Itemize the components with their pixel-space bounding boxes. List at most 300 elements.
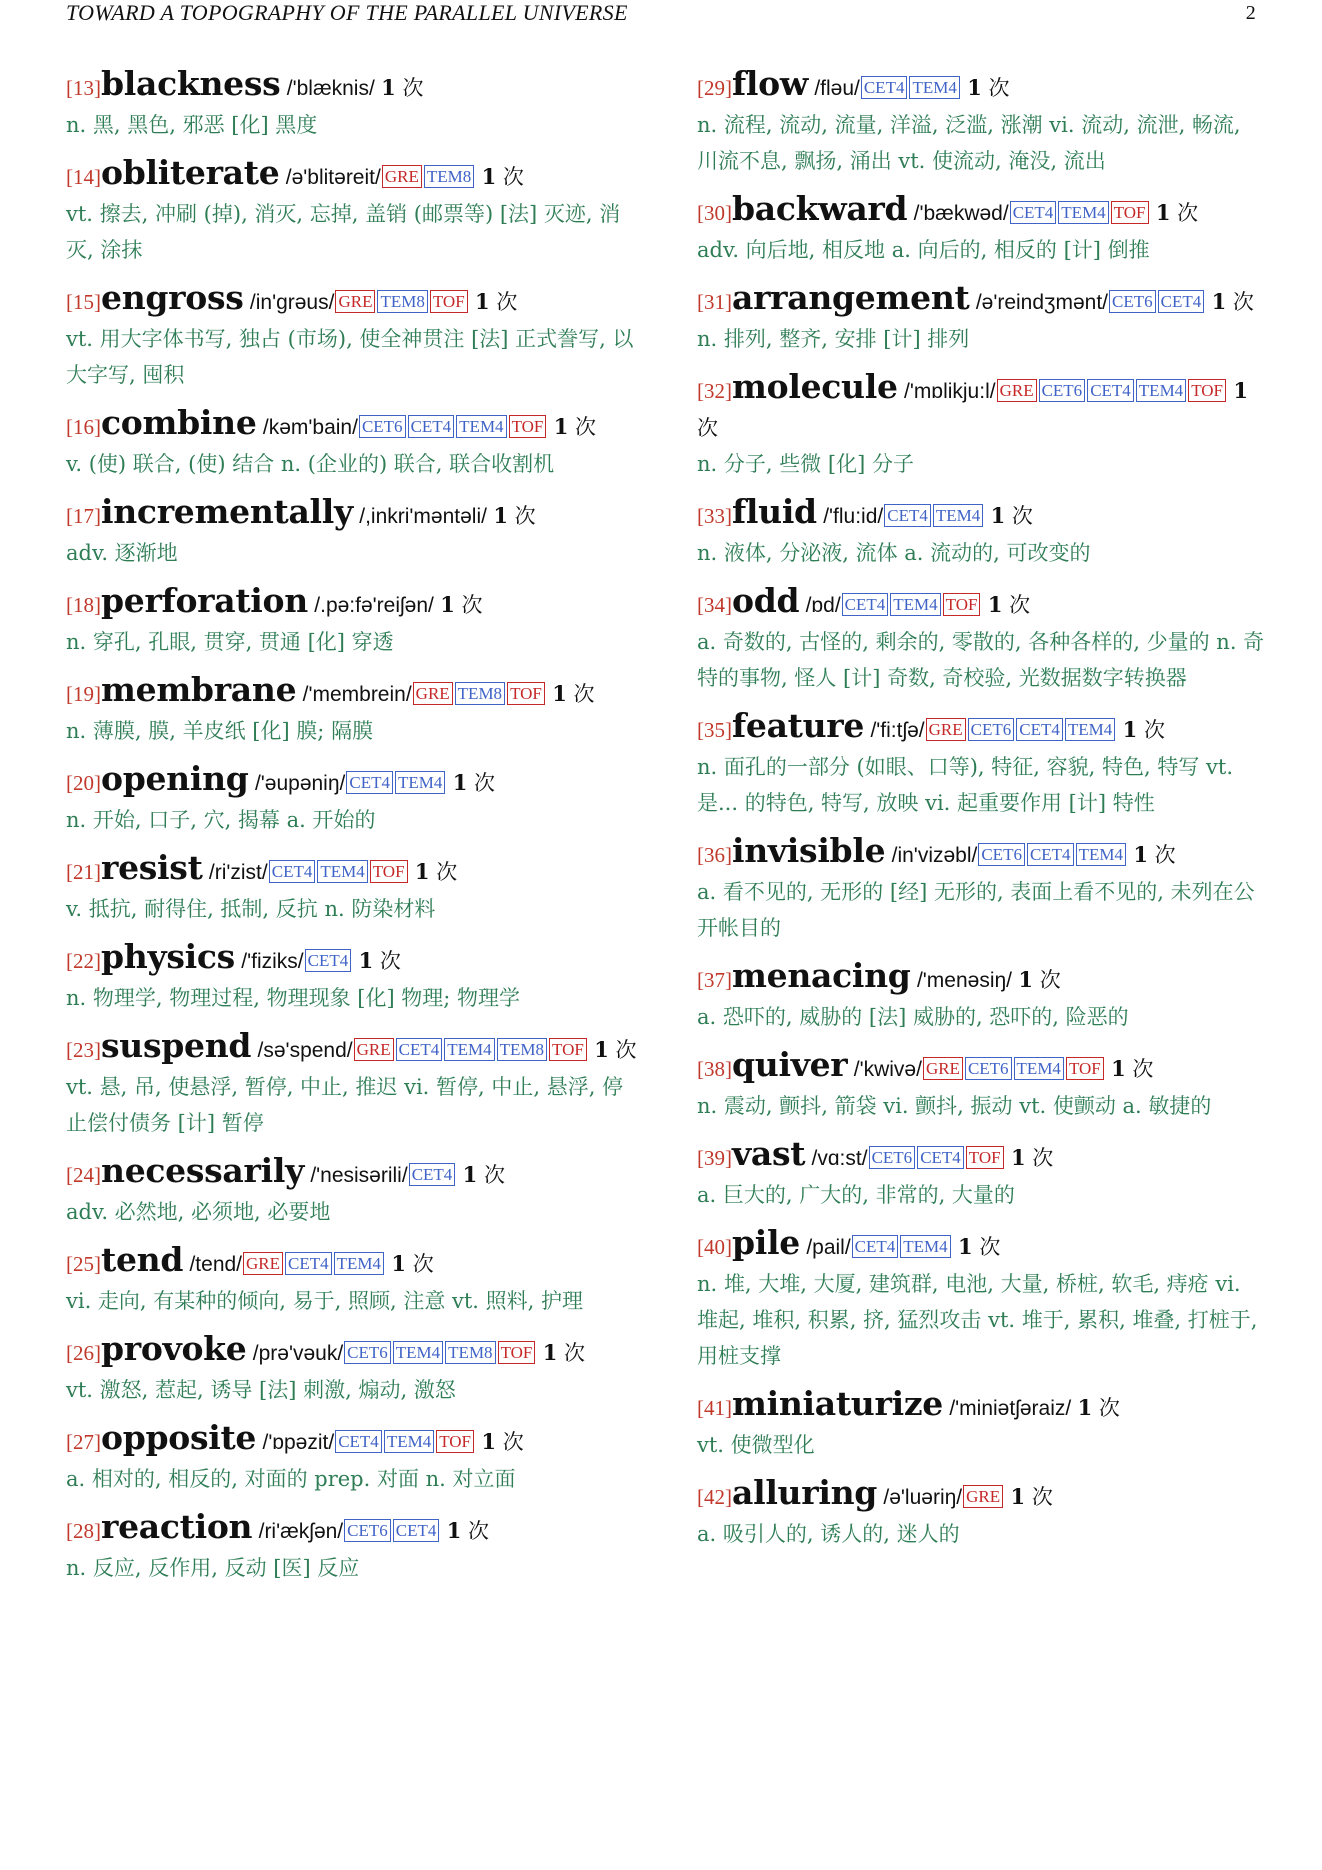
entry-headline bbox=[66, 494, 641, 535]
exam-tag: CET4 bbox=[1158, 290, 1205, 313]
entry-number: [34] bbox=[697, 593, 732, 617]
count-value: 1 bbox=[446, 1518, 462, 1543]
entry-definition: a. 奇数的, 古怪的, 剩余的, 零散的, 各种各样的, 少量的 n. 奇特的事物, 怪人 [计] 奇数, 奇校验, 光数据数字转换器 bbox=[697, 630, 1265, 690]
vocab-entry bbox=[697, 583, 1267, 696]
entry-definition: a. 吸引人的, 诱人的, 迷人的 bbox=[697, 1522, 960, 1546]
entry-number: [36] bbox=[697, 843, 732, 867]
count-unit: 次 bbox=[615, 1038, 637, 1062]
entry-word: flow bbox=[732, 64, 808, 103]
entry-definition: a. 看不见的, 无形的 [经] 无形的, 表面上看不见的, 未列在公开帐目的 bbox=[697, 880, 1255, 940]
exam-tag: TOF bbox=[1066, 1057, 1104, 1080]
occurrence-count bbox=[543, 1341, 585, 1365]
entry-headline bbox=[66, 939, 641, 980]
exam-tag: TOF bbox=[966, 1146, 1004, 1169]
occurrence-count bbox=[440, 593, 482, 617]
exam-tag: TEM4 bbox=[456, 415, 506, 438]
vocab-entry bbox=[697, 1136, 1267, 1213]
vocab-entry bbox=[697, 280, 1267, 357]
exam-tag: CET4 bbox=[346, 771, 393, 794]
exam-tag: GRE bbox=[413, 682, 453, 705]
count-value: 1 bbox=[358, 948, 374, 973]
exam-tag: CET6 bbox=[1039, 379, 1086, 402]
exam-tag: CET6 bbox=[344, 1341, 391, 1364]
entry-definition: adv. 向后地, 相反地 a. 向后的, 相反的 [计] 倒推 bbox=[697, 238, 1150, 262]
exam-tag: GRE bbox=[926, 718, 966, 741]
vocab-entry bbox=[66, 672, 641, 749]
entry-number: [18] bbox=[66, 593, 101, 617]
occurrence-count bbox=[1133, 843, 1175, 867]
count-unit: 次 bbox=[502, 165, 524, 189]
count-unit: 次 bbox=[1232, 290, 1254, 314]
vocab-entry bbox=[697, 1047, 1267, 1124]
entry-number: [24] bbox=[66, 1163, 101, 1187]
exam-tag: CET4 bbox=[1010, 201, 1057, 224]
count-value: 1 bbox=[1010, 1145, 1026, 1170]
count-value: 1 bbox=[990, 503, 1006, 528]
occurrence-count bbox=[554, 415, 596, 439]
entry-definition: vi. 走向, 有某种的倾向, 易于, 照顾, 注意 vt. 照料, 护理 bbox=[66, 1289, 584, 1313]
entry-word: physics bbox=[101, 937, 235, 976]
entry-headline bbox=[697, 66, 1267, 107]
exam-tag: CET4 bbox=[1016, 718, 1063, 741]
vocab-entry bbox=[66, 1028, 641, 1141]
entry-headline bbox=[697, 280, 1267, 321]
occurrence-count bbox=[482, 165, 524, 189]
count-value: 1 bbox=[967, 75, 982, 100]
exam-tag: TEM4 bbox=[317, 860, 367, 883]
header-title: TOWARD A TOPOGRAPHY OF THE PARALLEL UNIVERSE bbox=[66, 0, 628, 25]
count-value: 1 bbox=[542, 1340, 558, 1365]
entry-definition: n. 反应, 反作用, 反动 [医] 反应 bbox=[66, 1556, 360, 1580]
vocab-entry bbox=[66, 1420, 641, 1497]
entry-phonetic: /ə'blitəreit/ bbox=[285, 166, 381, 189]
entry-word: alluring bbox=[732, 1473, 878, 1512]
exam-tag: TOF bbox=[507, 682, 545, 705]
entry-definition: v. 抵抗, 耐得住, 抵制, 反抗 n. 防染材料 bbox=[66, 897, 436, 921]
entry-definition: n. 液体, 分泌液, 流体 a. 流动的, 可改变的 bbox=[697, 541, 1091, 565]
entry-phonetic: /in'vizəbl/ bbox=[891, 844, 978, 867]
entry-headline bbox=[66, 1028, 641, 1069]
entry-number: [17] bbox=[66, 504, 101, 528]
exam-tag: TEM4 bbox=[1136, 379, 1186, 402]
count-unit: 次 bbox=[483, 1163, 505, 1187]
entry-word: vast bbox=[732, 1134, 806, 1173]
entry-number: [27] bbox=[66, 1430, 101, 1454]
entry-headline bbox=[66, 1509, 641, 1550]
entry-number: [28] bbox=[66, 1519, 101, 1543]
count-unit: 次 bbox=[1143, 718, 1165, 742]
entry-headline bbox=[66, 1242, 641, 1283]
entry-phonetic: /.pə:fə'reiʃən/ bbox=[314, 594, 434, 617]
occurrence-count bbox=[958, 1235, 1000, 1259]
exam-tag: TOF bbox=[943, 593, 981, 616]
exam-tag: CET4 bbox=[1087, 379, 1134, 402]
entry-definition: a. 巨大的, 广大的, 非常的, 大量的 bbox=[697, 1183, 1015, 1207]
entry-word: opposite bbox=[101, 1418, 257, 1457]
count-value: 1 bbox=[440, 592, 455, 617]
entry-word: combine bbox=[101, 403, 257, 442]
entry-number: [19] bbox=[66, 682, 101, 706]
entry-definition: n. 震动, 颤抖, 箭袋 vi. 颤抖, 振动 vt. 使颤动 a. 敏捷的 bbox=[697, 1094, 1212, 1118]
count-unit: 次 bbox=[514, 504, 536, 528]
occurrence-count bbox=[463, 1163, 505, 1187]
occurrence-count bbox=[453, 771, 495, 795]
vocab-entry bbox=[697, 1225, 1267, 1374]
count-value: 1 bbox=[1233, 378, 1248, 403]
count-value: 1 bbox=[987, 592, 1003, 617]
entry-headline bbox=[697, 1225, 1267, 1266]
entry-definition: v. (使) 联合, (使) 结合 n. (企业的) 联合, 联合收割机 bbox=[66, 452, 555, 476]
exam-tag: TEM4 bbox=[1058, 201, 1108, 224]
count-unit: 次 bbox=[1098, 1396, 1120, 1420]
entry-definition: a. 相对的, 相反的, 对面的 prep. 对面 n. 对立面 bbox=[66, 1467, 516, 1491]
exam-tag: TOF bbox=[498, 1341, 536, 1364]
exam-tag: CET4 bbox=[393, 1519, 440, 1542]
vocab-entry bbox=[66, 155, 641, 268]
count-unit: 次 bbox=[1009, 593, 1031, 617]
exam-tag: CET4 bbox=[408, 415, 455, 438]
entry-number: [14] bbox=[66, 165, 101, 189]
exam-tag: TEM8 bbox=[455, 682, 505, 705]
occurrence-count bbox=[381, 76, 423, 100]
count-unit: 次 bbox=[412, 1252, 434, 1276]
count-unit: 次 bbox=[496, 290, 518, 314]
count-value: 1 bbox=[1122, 717, 1138, 742]
entry-word: fluid bbox=[732, 492, 817, 531]
exam-tag: TEM4 bbox=[909, 76, 959, 99]
count-value: 1 bbox=[475, 289, 490, 314]
exam-tag: TOF bbox=[509, 415, 547, 438]
entry-number: [23] bbox=[66, 1038, 101, 1062]
entry-word: necessarily bbox=[101, 1151, 304, 1190]
entry-word: feature bbox=[732, 706, 865, 745]
entry-headline bbox=[697, 1047, 1267, 1088]
entry-word: provoke bbox=[101, 1329, 247, 1368]
vocab-entry bbox=[66, 583, 641, 660]
vocab-entry bbox=[697, 191, 1267, 268]
exam-tag: CET4 bbox=[396, 1038, 443, 1061]
exam-tag: GRE bbox=[354, 1038, 394, 1061]
exam-tag: CET6 bbox=[869, 1146, 916, 1169]
entry-word: incrementally bbox=[101, 492, 353, 531]
entry-phonetic: /'fiziks/ bbox=[241, 950, 304, 973]
entry-number: [32] bbox=[697, 379, 732, 403]
entry-definition: n. 穿孔, 孔眼, 贯穿, 贯通 [化] 穿透 bbox=[66, 630, 394, 654]
vocab-entry bbox=[66, 939, 641, 1016]
exam-tag: TEM4 bbox=[900, 1235, 950, 1258]
exam-tag: TOF bbox=[1188, 379, 1226, 402]
entry-number: [15] bbox=[66, 290, 101, 314]
exam-tag: GRE bbox=[335, 290, 375, 313]
entry-headline bbox=[66, 761, 641, 802]
exam-tag: TOF bbox=[1111, 201, 1149, 224]
vocab-entry bbox=[66, 280, 641, 393]
exam-tag: TOF bbox=[436, 1430, 474, 1453]
occurrence-count bbox=[552, 682, 594, 706]
entry-word: engross bbox=[101, 278, 244, 317]
entry-phonetic: /sə'spend/ bbox=[257, 1039, 353, 1062]
entry-definition: vt. 用大字体书写, 独占 (市场), 使全神贯注 [法] 正式誊写, 以大字写, 囤积 bbox=[66, 327, 634, 387]
entry-number: [26] bbox=[66, 1341, 101, 1365]
count-value: 1 bbox=[481, 164, 497, 189]
occurrence-count bbox=[1011, 1485, 1053, 1509]
vocab-entry bbox=[66, 66, 641, 143]
left-column bbox=[66, 66, 641, 1586]
entry-definition: vt. 使微型化 bbox=[697, 1433, 815, 1457]
entry-word: quiver bbox=[732, 1045, 848, 1084]
entry-phonetic: /ri'zist/ bbox=[208, 861, 268, 884]
count-unit: 次 bbox=[1032, 1146, 1054, 1170]
vocab-entry bbox=[697, 958, 1267, 1035]
vocab-entry bbox=[66, 850, 641, 927]
entry-number: [39] bbox=[697, 1146, 732, 1170]
count-value: 1 bbox=[1133, 842, 1148, 867]
entry-headline bbox=[66, 66, 641, 107]
exam-tag: TEM4 bbox=[933, 504, 983, 527]
exam-tag: TEM4 bbox=[444, 1038, 494, 1061]
count-unit: 次 bbox=[461, 593, 483, 617]
count-value: 1 bbox=[1211, 289, 1227, 314]
entry-number: [38] bbox=[697, 1057, 732, 1081]
occurrence-count bbox=[991, 504, 1033, 528]
entry-phonetic: /ə'reindʒmənt/ bbox=[975, 291, 1108, 314]
entry-headline bbox=[66, 280, 641, 321]
occurrence-count bbox=[988, 593, 1030, 617]
count-value: 1 bbox=[1018, 967, 1033, 992]
entry-headline bbox=[66, 1331, 641, 1372]
vocab-entry bbox=[697, 1475, 1267, 1552]
entry-word: pile bbox=[732, 1223, 800, 1262]
entry-definition: vt. 激怒, 惹起, 诱导 [法] 刺激, 煽动, 激怒 bbox=[66, 1378, 456, 1402]
entry-definition: n. 开始, 口子, 穴, 揭幕 a. 开始的 bbox=[66, 808, 376, 832]
count-value: 1 bbox=[553, 414, 569, 439]
occurrence-count bbox=[475, 290, 517, 314]
exam-tag: CET4 bbox=[842, 593, 889, 616]
entry-number: [13] bbox=[66, 76, 101, 100]
count-value: 1 bbox=[1111, 1056, 1126, 1081]
count-unit: 次 bbox=[988, 76, 1010, 100]
entry-number: [35] bbox=[697, 718, 732, 742]
entry-number: [20] bbox=[66, 771, 101, 795]
occurrence-count bbox=[415, 860, 457, 884]
entry-definition: n. 面孔的一部分 (如眼、口等), 特征, 容貌, 特色, 特写 vt. 是... 的特色, 特写, 放映 vi. 起重要作用 [计] 特性 bbox=[697, 755, 1233, 815]
entry-definition: vt. 擦去, 冲刷 (掉), 消灭, 忘掉, 盖销 (邮票等) [法] 灭迹, 消灭, 涂抹 bbox=[66, 202, 621, 262]
entry-number: [30] bbox=[697, 201, 732, 225]
entry-phonetic: /pail/ bbox=[806, 1236, 851, 1259]
entry-definition: vt. 悬, 吊, 使悬浮, 暂停, 中止, 推迟 vi. 暂停, 中止, 悬浮, 停止偿付债务 [计] 暂停 bbox=[66, 1075, 624, 1135]
exam-tag: CET6 bbox=[1109, 290, 1156, 313]
count-value: 1 bbox=[414, 859, 430, 884]
count-value: 1 bbox=[1077, 1395, 1093, 1420]
count-value: 1 bbox=[552, 681, 567, 706]
exam-tag: GRE bbox=[923, 1057, 963, 1080]
entry-word: invisible bbox=[732, 831, 886, 870]
exam-tag: CET6 bbox=[359, 415, 406, 438]
exam-tag: CET4 bbox=[305, 949, 352, 972]
occurrence-count bbox=[359, 949, 401, 973]
vocab-entry bbox=[66, 494, 641, 571]
count-value: 1 bbox=[381, 75, 396, 100]
exam-tag: CET4 bbox=[861, 76, 908, 99]
entry-phonetic: /kəm'bain/ bbox=[262, 416, 358, 439]
entry-number: [37] bbox=[697, 968, 732, 992]
entry-phonetic: /'nesisərili/ bbox=[310, 1164, 408, 1187]
entry-phonetic: /'fi:tʃə/ bbox=[870, 719, 925, 742]
entry-definition: n. 物理学, 物理过程, 物理现象 [化] 物理; 物理学 bbox=[66, 986, 521, 1010]
entry-word: menacing bbox=[732, 956, 911, 995]
entry-definition: n. 流程, 流动, 流量, 洋溢, 泛滥, 涨潮 vi. 流动, 流泄, 畅流, 川流不息, 飘扬, 涌出 vt. 使流动, 淹没, 流出 bbox=[697, 113, 1241, 173]
entry-number: [16] bbox=[66, 415, 101, 439]
vocab-entry bbox=[66, 1509, 641, 1586]
entry-headline bbox=[66, 672, 641, 713]
count-unit: 次 bbox=[564, 1341, 586, 1365]
entry-headline bbox=[66, 850, 641, 891]
entry-number: [22] bbox=[66, 949, 101, 973]
occurrence-count bbox=[1123, 718, 1165, 742]
entry-phonetic: /'blæknis/ bbox=[286, 77, 375, 100]
exam-tag: TEM8 bbox=[424, 165, 474, 188]
exam-tag: CET4 bbox=[285, 1252, 332, 1275]
count-value: 1 bbox=[481, 1429, 496, 1454]
vocab-entry bbox=[697, 369, 1267, 482]
exam-tag: TOF bbox=[430, 290, 468, 313]
entry-number: [42] bbox=[697, 1485, 732, 1509]
entry-phonetic: /'kwivə/ bbox=[853, 1058, 922, 1081]
entry-word: reaction bbox=[101, 1507, 253, 1546]
vocab-entry bbox=[66, 1331, 641, 1408]
entry-headline bbox=[66, 583, 641, 624]
exam-tag: CET6 bbox=[978, 843, 1025, 866]
exam-tag: GRE bbox=[382, 165, 422, 188]
count-unit: 次 bbox=[502, 1430, 524, 1454]
count-unit: 次 bbox=[468, 1519, 490, 1543]
entry-headline bbox=[697, 1386, 1267, 1427]
entry-phonetic: /,inkri'məntəli/ bbox=[359, 505, 487, 528]
entry-headline bbox=[697, 1475, 1267, 1516]
entry-phonetic: /'əupəniŋ/ bbox=[254, 772, 346, 795]
entry-word: suspend bbox=[101, 1026, 252, 1065]
entry-phonetic: /'menəsiŋ/ bbox=[916, 969, 1013, 992]
exam-tag: GRE bbox=[963, 1485, 1003, 1508]
exam-tag: CET4 bbox=[884, 504, 931, 527]
exam-tag: TEM4 bbox=[890, 593, 940, 616]
exam-tag: CET4 bbox=[335, 1430, 382, 1453]
entry-number: [31] bbox=[697, 290, 732, 314]
entry-phonetic: /'ɒpəzit/ bbox=[262, 1431, 335, 1454]
exam-tag: CET4 bbox=[409, 1163, 456, 1186]
count-unit: 次 bbox=[1154, 843, 1176, 867]
entry-phonetic: /'miniətʃəraiz/ bbox=[949, 1397, 1072, 1420]
exam-tag: TEM4 bbox=[1076, 843, 1126, 866]
count-unit: 次 bbox=[379, 949, 401, 973]
entry-word: opening bbox=[101, 759, 249, 798]
count-unit: 次 bbox=[1031, 1485, 1053, 1509]
right-column bbox=[697, 66, 1267, 1552]
entry-definition: n. 黑, 黑色, 邪恶 [化] 黑度 bbox=[66, 113, 318, 137]
occurrence-count bbox=[967, 76, 1009, 100]
count-unit: 次 bbox=[1132, 1057, 1154, 1081]
entry-word: membrane bbox=[101, 670, 297, 709]
entry-headline bbox=[66, 405, 641, 446]
exam-tag: CET6 bbox=[965, 1057, 1012, 1080]
count-value: 1 bbox=[958, 1234, 973, 1259]
vocab-entry bbox=[697, 1386, 1267, 1463]
entry-phonetic: /fləu/ bbox=[814, 77, 860, 100]
vocab-entry bbox=[697, 833, 1267, 946]
entry-definition: a. 恐吓的, 威胁的 [法] 威胁的, 恐吓的, 险恶的 bbox=[697, 1005, 1129, 1029]
count-value: 1 bbox=[452, 770, 468, 795]
entry-word: perforation bbox=[101, 581, 308, 620]
vocab-entry bbox=[66, 1153, 641, 1230]
exam-tag: CET4 bbox=[852, 1235, 899, 1258]
entry-headline bbox=[697, 1136, 1267, 1177]
entry-headline bbox=[697, 708, 1267, 749]
exam-tag: CET4 bbox=[917, 1146, 964, 1169]
count-unit: 次 bbox=[575, 415, 597, 439]
exam-tag: CET4 bbox=[269, 860, 316, 883]
entry-number: [40] bbox=[697, 1235, 732, 1259]
count-value: 1 bbox=[462, 1162, 478, 1187]
entry-number: [21] bbox=[66, 860, 101, 884]
exam-tag: TOF bbox=[370, 860, 408, 883]
entry-phonetic: /tend/ bbox=[189, 1253, 243, 1276]
vocab-entry bbox=[66, 405, 641, 482]
occurrence-count bbox=[1011, 1146, 1053, 1170]
entry-phonetic: /'mɒlikju:l/ bbox=[904, 380, 996, 403]
occurrence-count bbox=[391, 1252, 433, 1276]
count-unit: 次 bbox=[402, 76, 424, 100]
entry-phonetic: /prə'vəuk/ bbox=[252, 1342, 344, 1365]
vocab-entry bbox=[697, 708, 1267, 821]
occurrence-count bbox=[1156, 201, 1198, 225]
entry-number: [25] bbox=[66, 1252, 101, 1276]
count-value: 1 bbox=[391, 1251, 406, 1276]
exam-tag: TEM4 bbox=[1065, 718, 1115, 741]
occurrence-count bbox=[1111, 1057, 1153, 1081]
exam-tag: TEM8 bbox=[497, 1038, 547, 1061]
entry-number: [41] bbox=[697, 1396, 732, 1420]
entry-phonetic: /'membrein/ bbox=[302, 683, 412, 706]
entry-word: arrangement bbox=[732, 278, 970, 317]
exam-tag: GRE bbox=[243, 1252, 283, 1275]
occurrence-count bbox=[481, 1430, 523, 1454]
entry-headline bbox=[697, 958, 1267, 999]
vocab-entry bbox=[697, 66, 1267, 179]
entry-definition: n. 堆, 大堆, 大厦, 建筑群, 电池, 大量, 桥桩, 软毛, 痔疮 vi. 堆起, 堆积, 积累, 挤, 猛烈攻击 vt. 堆于, 累积, 堆叠, 打桩于, 用桩支撑 bbox=[697, 1272, 1258, 1368]
entry-headline bbox=[697, 494, 1267, 535]
count-unit: 次 bbox=[1011, 504, 1033, 528]
entry-word: blackness bbox=[101, 64, 281, 103]
exam-tag: TEM4 bbox=[395, 771, 445, 794]
count-unit: 次 bbox=[1039, 968, 1061, 992]
entry-phonetic: /ə'luəriŋ/ bbox=[883, 1486, 963, 1509]
exam-tag: TEM4 bbox=[1014, 1057, 1064, 1080]
entry-number: [33] bbox=[697, 504, 732, 528]
exam-tag: CET4 bbox=[1027, 843, 1074, 866]
exam-tag: TEM4 bbox=[334, 1252, 384, 1275]
count-unit: 次 bbox=[979, 1235, 1001, 1259]
entry-word: resist bbox=[101, 848, 203, 887]
occurrence-count bbox=[1212, 290, 1254, 314]
entry-definition: adv. 逐渐地 bbox=[66, 541, 178, 565]
entry-word: tend bbox=[101, 1240, 184, 1279]
exam-tag: TEM4 bbox=[384, 1430, 434, 1453]
entry-word: odd bbox=[732, 581, 800, 620]
entry-definition: n. 薄膜, 膜, 羊皮纸 [化] 膜; 隔膜 bbox=[66, 719, 374, 743]
exam-tag: TEM8 bbox=[377, 290, 427, 313]
entry-word: backward bbox=[732, 189, 908, 228]
exam-tag: CET6 bbox=[344, 1519, 391, 1542]
